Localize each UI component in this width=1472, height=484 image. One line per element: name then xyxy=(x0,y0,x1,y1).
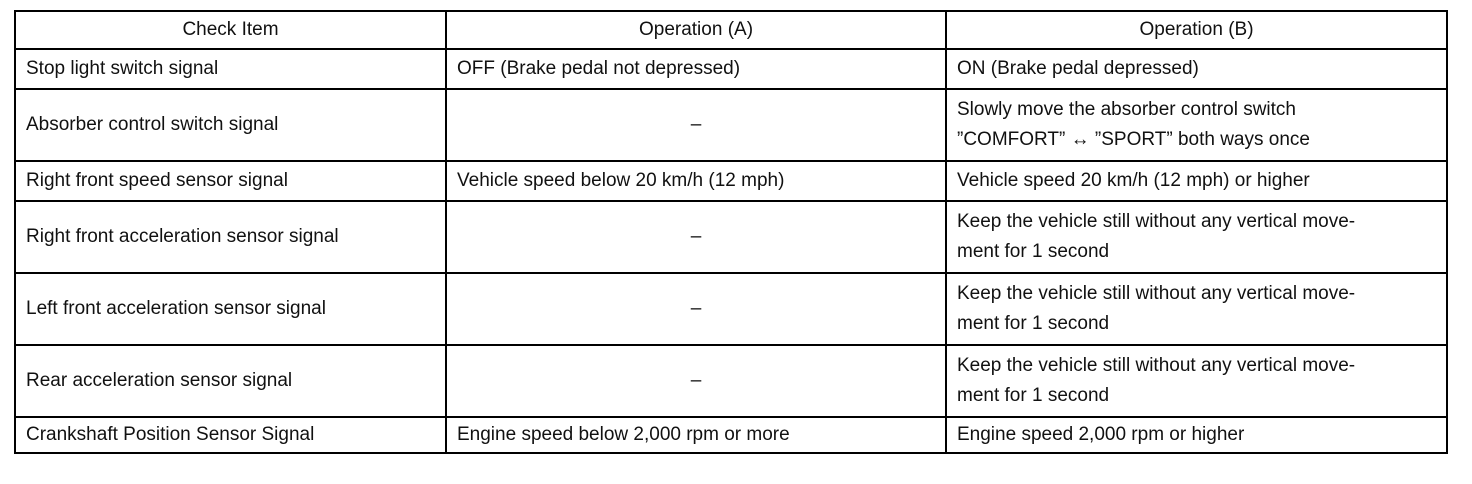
table-row xyxy=(15,417,1447,453)
operation-a-cell: – xyxy=(446,273,946,345)
check-item-cell: Stop light switch signal xyxy=(15,49,446,89)
table-row xyxy=(15,161,1447,201)
table-row xyxy=(15,345,1447,417)
operation-b-cell: Vehicle speed 20 km/h (12 mph) or higher xyxy=(946,161,1447,201)
header-row xyxy=(15,11,1447,49)
operation-b-cell: Engine speed 2,000 rpm or higher xyxy=(946,417,1447,453)
header-check-item: Check Item xyxy=(15,11,446,49)
operation-b-cell: Keep the vehicle still without any vertical move- ment for 1 second xyxy=(946,273,1447,345)
operation-a-cell: OFF (Brake pedal not depressed) xyxy=(446,49,946,89)
table-row xyxy=(15,49,1447,89)
header-operation-b: Operation (B) xyxy=(946,11,1447,49)
operation-a-cell: – xyxy=(446,89,946,161)
check-item-cell: Right front speed sensor signal xyxy=(15,161,446,201)
operation-b-cell: Slowly move the absorber control switch ”COMFORT” ↔ ”SPORT” both ways once xyxy=(946,89,1447,161)
operation-b-cell: Keep the vehicle still without any vertical move- ment for 1 second xyxy=(946,345,1447,417)
operation-b-cell: Keep the vehicle still without any vertical move- ment for 1 second xyxy=(946,201,1447,273)
check-item-cell: Right front acceleration sensor signal xyxy=(15,201,446,273)
operation-a-cell: – xyxy=(446,345,946,417)
table-row xyxy=(15,273,1447,345)
operation-a-cell: – xyxy=(446,201,946,273)
operation-a-cell: Engine speed below 2,000 rpm or more xyxy=(446,417,946,453)
operation-a-cell: Vehicle speed below 20 km/h (12 mph) xyxy=(446,161,946,201)
table-row xyxy=(15,201,1447,273)
check-item-cell: Crankshaft Position Sensor Signal xyxy=(15,417,446,453)
check-item-cell: Absorber control switch signal xyxy=(15,89,446,161)
table-row xyxy=(15,89,1447,161)
check-item-table xyxy=(14,10,1448,454)
check-item-cell: Rear acceleration sensor signal xyxy=(15,345,446,417)
header-operation-a: Operation (A) xyxy=(446,11,946,49)
check-item-cell: Left front acceleration sensor signal xyxy=(15,273,446,345)
operation-b-cell: ON (Brake pedal depressed) xyxy=(946,49,1447,89)
